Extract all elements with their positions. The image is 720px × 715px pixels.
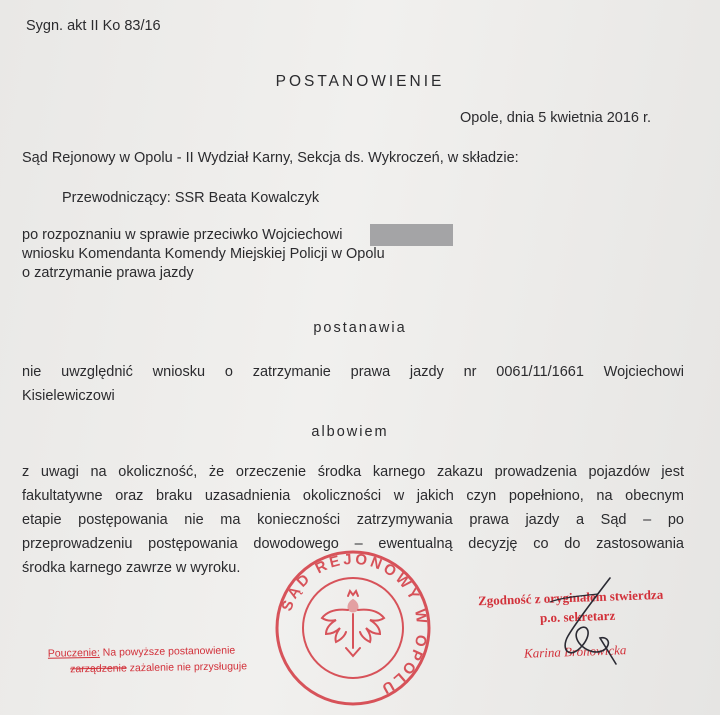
redacted-surname	[370, 224, 453, 246]
resolves-heading: postanawia	[313, 320, 407, 336]
decision-line-1: nie uwzględnić wniosku o zatrzymanie prawa jazdy nr 0061/11/1661 Wojciechowi	[22, 364, 684, 380]
because-heading: albowiem	[311, 424, 389, 440]
court-composition: Sąd Rejonowy w Opolu - II Wydział Karny, Sekcja ds. Wykroczeń, w składzie:	[22, 150, 519, 166]
seal-text: SĄD REJONOWY W OPOLU	[278, 550, 431, 699]
reason-line-5: środka karnego zawrze w wyroku.	[22, 560, 241, 576]
certifier-name: Karina Bronowicka	[523, 642, 627, 661]
case-line-3: o zatrzymanie prawa jazdy	[22, 265, 194, 281]
reason-line-2: fakultatywne oraz braku uzasadnienia okoliczności w jakich czyn popełniono, na obecnym	[22, 488, 684, 504]
place-date: Opole, dnia 5 kwietnia 2016 r.	[460, 110, 652, 126]
document-title: POSTANOWIENIE	[275, 73, 445, 90]
appeal-instruction	[48, 642, 247, 677]
pouczenie-strikethrough: zarządzenie	[70, 662, 127, 676]
decision-line-2: Kisielewiczowi	[22, 388, 115, 404]
reason-line-1: z uwagi na okoliczność, że orzeczenie środka karnego zakazu prowadzenia pojazdów jest	[22, 464, 684, 480]
reason-line-3: etapie postępowania nie ma konieczności zatrzymywania prawa jazdy a Sąd – po	[22, 512, 684, 528]
court-seal-stamp	[268, 548, 438, 708]
case-number: Sygn. akt II Ko 83/16	[26, 18, 161, 34]
case-line-1: po rozpoznaniu w sprawie przeciwko Wojciechowi	[22, 227, 343, 243]
eagle-emblem-icon	[322, 591, 384, 656]
pouczenie-text: Na powyższe postanowienie	[102, 644, 236, 659]
reason-line-4: przeprowadzeniu postępowania dowodowego – ewentualną decyzję co do zastosowania	[22, 536, 684, 552]
presiding-judge: Przewodniczący: SSR Beata Kowalczyk	[62, 190, 320, 206]
certification-line: Zgodność z oryginałem stwierdza	[477, 586, 664, 609]
case-line-2: wniosku Komendanta Komendy Miejskiej Policji w Opolu	[22, 246, 385, 262]
certification-title: p.o. sekretarz	[539, 607, 616, 626]
decision-paragraph	[22, 360, 684, 408]
handwritten-signature	[520, 574, 640, 674]
pouczenie-rest: zażalenie nie przysługuje	[129, 660, 248, 675]
pouczenie-label: Pouczenie:	[47, 646, 100, 660]
